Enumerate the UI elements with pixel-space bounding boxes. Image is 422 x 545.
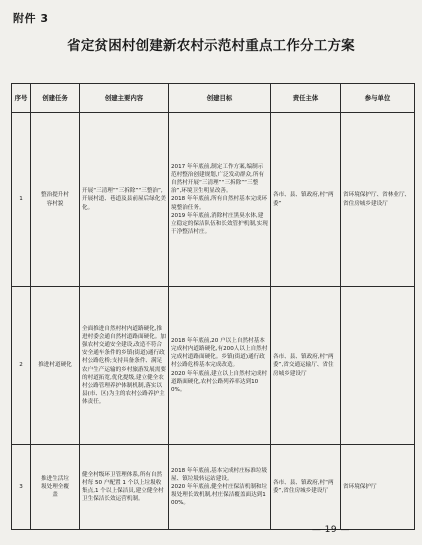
row-task: 整治提升村 容村貌 bbox=[31, 113, 80, 287]
table-row bbox=[12, 287, 415, 445]
row-number: 2 bbox=[12, 287, 31, 445]
work-division-table bbox=[11, 83, 415, 530]
attachment-label: 附件 3 bbox=[13, 12, 49, 25]
row-goal: 2018 年年底前,20 户以上自然村基本完成村内道路硬化,有200人以上自然村完成村道路面硬化。乡镇(街道)通行政村公路危桥基本完成改造。 2020 年年底前,建立以上自然村完成村道路面硬化,农村公路列养率达到100%。 bbox=[169, 287, 271, 445]
header-task: 创建任务 bbox=[31, 84, 80, 113]
row-participants: 省环境保护厅 bbox=[341, 445, 415, 530]
row-content: 全面推进自然村村内道路硬化,推进村委会通自然村道路面硬化。加强农村交通安全建设,改造不符合安全通车条件的乡镇(街道)通行政村公路危桥;支持具备条件、满足农户生产运输的乡村旅游发展需要的村道拓宽,优化提级,建立健全农村公路管理养护体制机制,落实以县(市、区)为主的农村公路养护主体责任。 bbox=[80, 287, 169, 445]
header-content: 创建主要内容 bbox=[80, 84, 169, 113]
page-number: — 19 — bbox=[311, 525, 350, 535]
row-responsible: 各市、县、镇政府,村“两委” bbox=[271, 113, 341, 287]
header-no: 序号 bbox=[12, 84, 31, 113]
row-responsible: 各市、县、镇政府,村“两委”,省交通运输厅、省住房城乡建设厅 bbox=[271, 287, 341, 445]
row-content: 开展“三清理”“三拆除”“三整治”,开展村道、巷道及县前屋后绿化美化。 bbox=[80, 113, 169, 287]
header-participants: 参与单位 bbox=[341, 84, 415, 113]
header-responsible: 责任主体 bbox=[271, 84, 341, 113]
table-header-row bbox=[12, 84, 415, 113]
row-task: 推进生活垃 圾处理全覆 盖 bbox=[31, 445, 80, 530]
row-task: 推进村道硬化 bbox=[31, 287, 80, 445]
row-goal: 2017 年年底前,制定工作方案,编制示范村整治创建规划,广泛发动群众,所有自然村开展“三清理”“三拆除”“三整治”,环境卫生明显改善。 2018 年年底前,所有自然村基本完成环境整治任务。 2019 年年底前,消除村庄黑臭水体,建立稳定的保洁队伍和长效管护机制,实现干净整洁村庄。 bbox=[169, 113, 271, 287]
row-goal: 2018 年年底前,基本完成村庄标准垃圾屋、镇垃圾转运站建设。 2020 年年底前,健全村庄保洁机制和垃圾处理长效机制,村庄保洁覆盖面达到100%。 bbox=[169, 445, 271, 530]
document-title: 省定贫困村创建新农村示范村重点工作分工方案 bbox=[67, 38, 355, 54]
row-participants bbox=[341, 287, 415, 445]
row-number: 3 bbox=[12, 445, 31, 530]
header-goal: 创建目标 bbox=[169, 84, 271, 113]
table-row bbox=[12, 113, 415, 287]
table-row bbox=[12, 445, 415, 530]
row-responsible: 各市、县、镇政府,村“两委”,省住房城乡建设厅 bbox=[271, 445, 341, 530]
row-content: 健全村级环卫管理体系,所有自然村每 50 户配置 1 个以上垃圾收集点,1 个以上保洁员,建立健全村卫生保洁长效运营机制。 bbox=[80, 445, 169, 530]
row-participants: 省环境保护厅、省林业厅、省住房城乡建设厅 bbox=[341, 113, 415, 287]
row-number: 1 bbox=[12, 113, 31, 287]
